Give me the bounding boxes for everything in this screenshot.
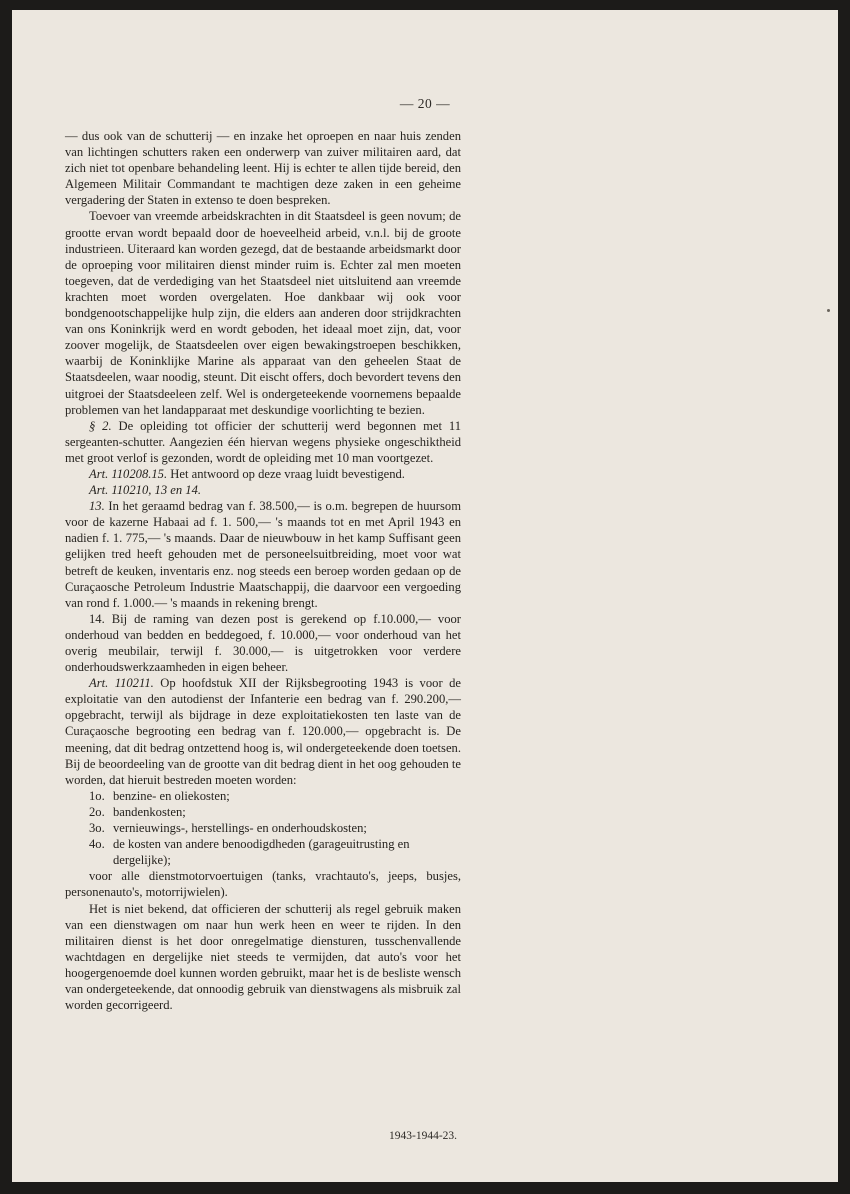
list-text: de kosten van andere benoodigdheden (garageuitrusting en dergelijke);: [113, 837, 410, 868]
item-text: In het geraamd bedrag van f. 38.500,— is o.m. begrepen de huursom voor de kazerne Habaai ad f. 1. 500,— 's maands tot en met April 1943 en nadien f. 1. 775,— 's maands. Daar de nieuwbouw in het kamp Suffisant geen gelijken tred heeft gehouden met de personeelsuitbreiding, moet voor wat betreft de keuken, inventaris enz. nog steeds een beroep worden gedaan op de Curaçaosche Petroleum Industrie Maatschappij, die daarvoor een vergoeding van rond f. 1.000.— 's maands in rekening brengt.: [65, 499, 461, 610]
list-item: [65, 788, 461, 804]
final-paragraph: Het is niet bekend, dat officieren der schutterij als regel gebruik maken van een dienstwagen om naar hun werk heen en weer te rijden. In den militairen dienst is het door onregelmatige diensturen, tusschenvallende wachtdagen en dergelijke niet steeds te vermijden, dat auto's voor het hoogergenoemde doel kunnen worden gebruikt, maar het is de besliste wensch van ondergeteekende, dat onnoodig gebruik van dienstwagens als misbruik zal worden gecorrigeerd.: [65, 901, 462, 1013]
list-item: [65, 804, 461, 820]
list-number: 3o.: [89, 821, 105, 836]
footer-code: 1943-1944-23.: [389, 1130, 458, 1142]
margin-mark: [827, 309, 830, 312]
list-number: 4o.: [89, 837, 105, 852]
article-text: Het antwoord op deze vraag luidt bevestigend.: [170, 466, 405, 481]
list-text: vernieuwings-, herstellings- en onderhoudskosten;: [113, 821, 367, 836]
article-label: Art. 110208.15.: [89, 466, 168, 481]
document-page: [12, 10, 838, 1182]
article-paragraph: [65, 466, 461, 482]
list-text: bandenkosten;: [113, 804, 186, 819]
article-heading: [65, 482, 461, 498]
article-label: Art. 110211.: [89, 676, 154, 691]
page-number: — 20 —: [399, 96, 451, 111]
section-text: De opleiding tot officier der schutterij werd begonnen met 11 sergeanten-schutter. Aangezien één hiervan wegens physieke ongeschiktheid met groot verlof is gezonden, wordt de opleiding met 10 man voortgezet.: [65, 418, 461, 465]
article-label: Art. 110210, 13 en 14.: [89, 483, 202, 498]
list-item: [65, 836, 461, 868]
document-body: [65, 128, 461, 1013]
section-2-paragraph: [65, 418, 461, 466]
section-label: § 2.: [89, 418, 112, 433]
list-number: 2o.: [89, 804, 105, 819]
item-13-paragraph: [65, 498, 461, 611]
list-number: 1o.: [89, 788, 105, 803]
paragraph: Toevoer van vreemde arbeidskrachten in dit Staatsdeel is geen novum; de grootte ervan wordt bepaald door de hoeveelheid arbeid, v.n.l. bij de groote industrieen. Uiteraard kan worden gezegd, dat de bestaande arbeidsmarkt door de oproeping voor militairen dienst minder ruim is. Echter zal men moeten toegeven, dat de verdediging van het Staatsdeel niet uitsluitend aan vreemde krachten moet worden overgelaten. Hoe dankbaar wij ook voor bondgenootschappelijke hulp zijn, die elders aan anderen door strijdkrachten van ons Koninkrijk werd en wordt geboden, het ideaal moet zijn, dat, voor zoover mogelijk, de Staatsdeelen over eigen bewakingstroepen beschikken, waarbij de Koninklijke Marine als apparaat van den geheelen Staat de Staatsdeelen, waar noodig, steunt. Dit eischt offers, doch bevordert tevens den uitgroei der Staatsdeeleen zelf. Wel is ondergeteekende voornemens bepaalde problemen van het landapparaat met deskundige voorlichting te bezien.: [65, 209, 461, 417]
item-label: 13.: [89, 499, 105, 514]
after-list-paragraph: voor alle dienstmotorvoertuigen (tanks, vrachtauto's, jeeps, busjes, personenauto's, motorrijwielen).: [65, 869, 461, 900]
paragraph: — dus ook van de schutterij — en inzake het oproepen en naar huis zenden van lichtingen schutters raken een onderwerp van zuiver militairen aard, dat zich niet tot openbare behandeling leent. Hij is echter te allen tijde bereid, den Algemeen Militair Commandant te machtigen deze zaken in een geheime vergadering der Staten in extenso te doen bespreken.: [65, 129, 461, 208]
article-text: Op hoofdstuk XII der Rijksbegrooting 1943 is voor de exploitatie van den autodienst der Infanterie een bedrag van f. 290.200,— opgebracht, terwijl als bijdrage in deze exploitatiekosten ten laste van de Curaçaosche begrooting een bedrag van f. 120.000,— opgebracht is. De meening, dat dit bedrag ontzettend hoog is, wil ondergeteekende doen toetsen. Bij de beoordeeling van de grootte van dit bedrag dient in het oog gehouden te worden, dat hieruit bestreden moeten worden:: [65, 676, 461, 787]
item-14-paragraph: 14. Bij de raming van dezen post is gerekend op f.10.000,— voor onderhoud van bedden en beddegoed, f. 10.000,— voor onderhoud van het overig meubilair, terwijl f. 30.000,— is uitgetrokken voor verdere onderhoudswerkzaamheden in eigen beheer.: [65, 611, 461, 675]
article-paragraph: [65, 675, 461, 788]
list-text: benzine- en oliekosten;: [113, 788, 230, 803]
list-item: [65, 820, 461, 836]
